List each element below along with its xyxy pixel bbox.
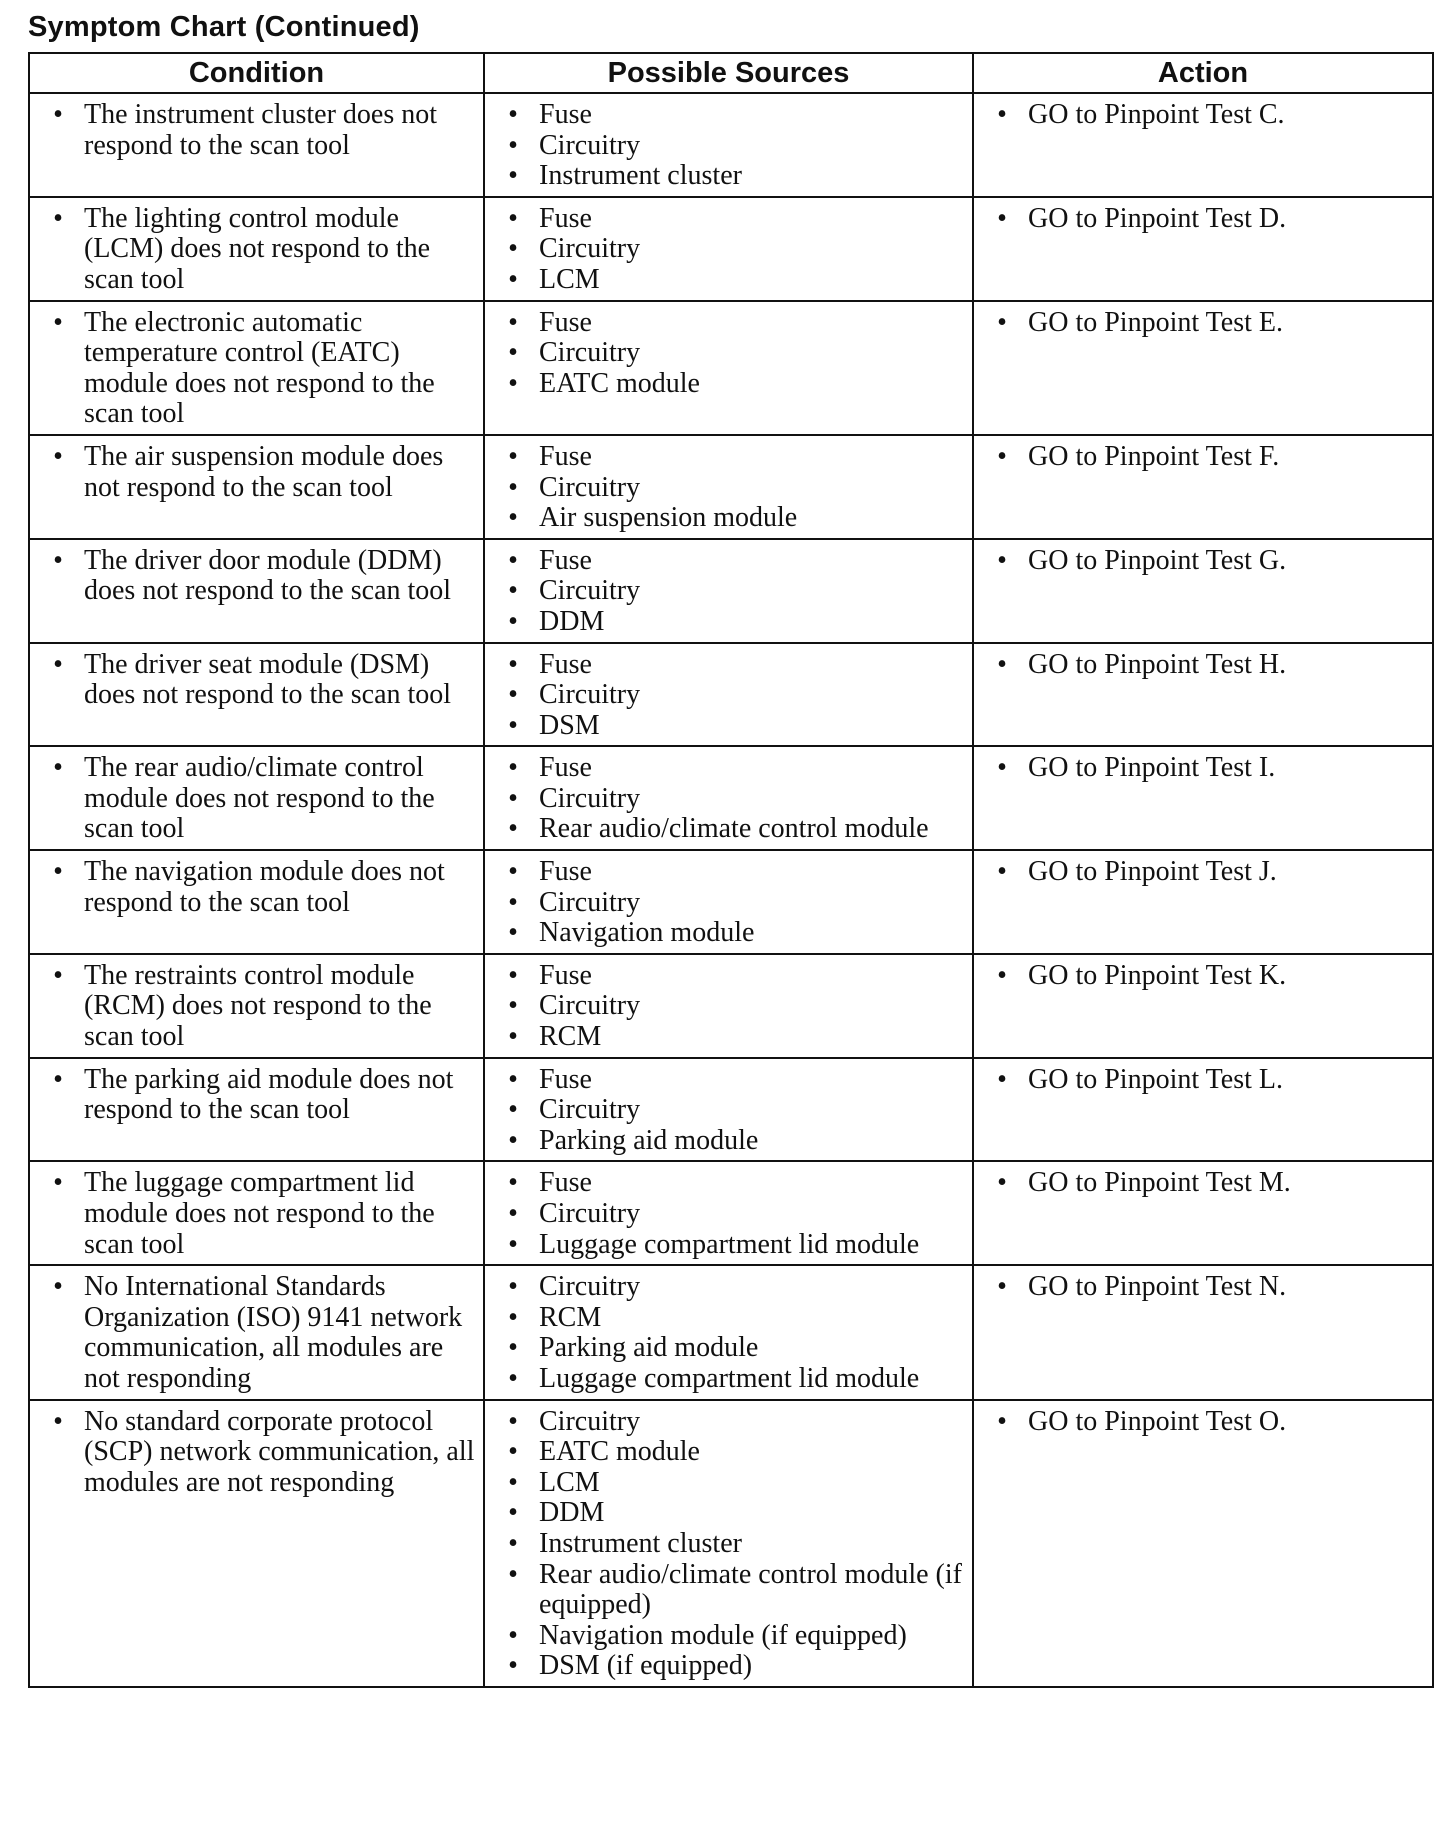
bullet-icon: • — [997, 752, 1007, 784]
action-cell — [973, 643, 1433, 747]
action-cell — [973, 1161, 1433, 1265]
condition-cell — [29, 1161, 484, 1265]
source-item-text: Luggage compartment lid module — [539, 1362, 920, 1394]
action-item-text: GO to Pinpoint Test L. — [1028, 1063, 1283, 1095]
action-item — [978, 753, 1428, 784]
source-item — [489, 1529, 968, 1560]
action-cell — [973, 1058, 1433, 1162]
bullet-icon: • — [508, 648, 518, 680]
bullet-icon: • — [508, 544, 518, 576]
bullet-icon: • — [997, 99, 1007, 130]
bullet-icon: • — [997, 544, 1007, 576]
bullet-icon: • — [508, 1558, 518, 1590]
bullet-icon: • — [508, 782, 518, 814]
bullet-icon: • — [53, 1167, 63, 1199]
bullet-icon: • — [997, 306, 1007, 338]
condition-cell — [29, 746, 484, 850]
condition-item-text: The restraints control module (RCM) does not respond to the scan tool — [84, 959, 432, 1053]
source-item-text: Circuitry — [539, 1271, 641, 1303]
table-row — [29, 643, 1433, 747]
action-item — [978, 1272, 1428, 1303]
action-cell — [973, 93, 1433, 197]
possible-sources-cell — [484, 1161, 973, 1265]
bullet-icon: • — [53, 1405, 63, 1437]
header-possible-sources: Possible Sources — [484, 53, 973, 93]
source-item-text: Circuitry — [539, 129, 641, 161]
bullet-icon: • — [508, 263, 518, 295]
condition-item-text: The navigation module does not respond to the scan tool — [84, 856, 445, 918]
source-item — [489, 1095, 968, 1126]
source-item — [489, 961, 968, 992]
bullet-icon: • — [508, 959, 518, 991]
condition-cell — [29, 1400, 484, 1687]
bullet-icon: • — [508, 1271, 518, 1303]
source-item-text: Circuitry — [539, 575, 641, 607]
source-item — [489, 1498, 968, 1529]
action-item — [978, 546, 1428, 577]
source-item-text: EATC module — [539, 1436, 700, 1468]
bullet-icon: • — [508, 813, 518, 845]
condition-cell — [29, 539, 484, 643]
table-row — [29, 746, 1433, 850]
possible-sources-cell — [484, 1265, 973, 1399]
source-item-text: Fuse — [539, 1167, 592, 1199]
source-item — [489, 161, 968, 192]
source-item-text: Circuitry — [539, 679, 641, 711]
source-item-text: Instrument cluster — [539, 160, 742, 192]
source-item-text: EATC module — [539, 367, 700, 399]
source-item — [489, 650, 968, 681]
condition-item — [34, 961, 479, 1053]
bullet-icon: • — [997, 959, 1007, 991]
condition-item — [34, 753, 479, 845]
source-item-text: Fuse — [539, 306, 592, 338]
condition-cell — [29, 954, 484, 1058]
source-item — [489, 265, 968, 296]
action-item — [978, 857, 1428, 888]
table-row — [29, 1058, 1433, 1162]
source-item — [489, 711, 968, 742]
source-item-text: Circuitry — [539, 782, 641, 814]
bullet-icon: • — [508, 1362, 518, 1394]
source-item — [489, 442, 968, 473]
source-item — [489, 308, 968, 339]
bullet-icon: • — [508, 471, 518, 503]
action-item — [978, 1065, 1428, 1096]
source-item — [489, 1065, 968, 1096]
source-item-text: DDM — [539, 1497, 605, 1529]
source-item-text: Rear audio/climate control module (if equipped) — [539, 1558, 962, 1621]
bullet-icon: • — [508, 1021, 518, 1053]
condition-item-text: The luggage compartment lid module does not respond to the scan tool — [84, 1167, 435, 1260]
possible-sources-cell — [484, 539, 973, 643]
source-item-text: DDM — [539, 605, 605, 637]
action-cell — [973, 746, 1433, 850]
bullet-icon: • — [997, 202, 1007, 234]
condition-cell — [29, 1265, 484, 1399]
table-row — [29, 197, 1433, 301]
bullet-icon: • — [508, 202, 518, 234]
source-item-text: Fuse — [539, 202, 592, 234]
condition-item-text: The lighting control module (LCM) does not respond to the scan tool — [84, 202, 431, 295]
condition-cell — [29, 197, 484, 301]
source-item-text: RCM — [539, 1301, 602, 1333]
source-item — [489, 1407, 968, 1438]
bullet-icon: • — [508, 1405, 518, 1437]
action-cell — [973, 1265, 1433, 1399]
condition-item — [34, 308, 479, 430]
bullet-icon: • — [508, 752, 518, 784]
bullet-icon: • — [508, 1619, 518, 1651]
source-item-text: Navigation module — [539, 917, 755, 949]
symptom-chart-page — [28, 10, 1432, 1688]
source-item-text: Fuse — [539, 959, 592, 991]
bullet-icon: • — [508, 1124, 518, 1156]
header-condition: Condition — [29, 53, 484, 93]
bullet-icon: • — [508, 1063, 518, 1095]
source-item-text: Circuitry — [539, 471, 641, 503]
action-item-text: GO to Pinpoint Test H. — [1028, 648, 1287, 680]
bullet-icon: • — [53, 544, 63, 576]
condition-item-text: The air suspension module does not respond to the scan tool — [84, 440, 444, 503]
bullet-icon: • — [508, 1167, 518, 1199]
table-row — [29, 954, 1433, 1058]
source-item-text: Circuitry — [539, 233, 641, 265]
condition-item — [34, 1065, 479, 1126]
source-item — [489, 1333, 968, 1364]
bullet-icon: • — [53, 648, 63, 680]
condition-item — [34, 1168, 479, 1260]
action-cell — [973, 301, 1433, 435]
condition-item — [34, 442, 479, 503]
source-item — [489, 680, 968, 711]
condition-cell — [29, 301, 484, 435]
bullet-icon: • — [997, 856, 1007, 888]
source-item — [489, 100, 968, 131]
bullet-icon: • — [53, 752, 63, 784]
action-item — [978, 1407, 1428, 1438]
bullet-icon: • — [53, 306, 63, 338]
header-action: Action — [973, 53, 1433, 93]
source-item-text: Fuse — [539, 856, 592, 888]
bullet-icon: • — [997, 1271, 1007, 1303]
source-item-text: Circuitry — [539, 1094, 641, 1126]
source-item — [489, 204, 968, 235]
bullet-icon: • — [997, 1063, 1007, 1095]
source-item — [489, 607, 968, 638]
chart-title: Symptom Chart (Continued) — [28, 11, 420, 43]
condition-item-text: The driver seat module (DSM) does not respond to the scan tool — [84, 648, 452, 711]
action-cell — [973, 435, 1433, 539]
table-row — [29, 301, 1433, 435]
table-row — [29, 1265, 1433, 1399]
action-item-text: GO to Pinpoint Test D. — [1028, 202, 1287, 234]
source-item — [489, 1126, 968, 1157]
table-body — [29, 93, 1433, 1687]
bullet-icon: • — [508, 233, 518, 265]
action-item-text: GO to Pinpoint Test F. — [1028, 440, 1280, 472]
source-item — [489, 1230, 968, 1261]
bullet-icon: • — [508, 502, 518, 534]
action-item-text: GO to Pinpoint Test C. — [1028, 99, 1285, 130]
header-row — [29, 53, 1433, 93]
source-item — [489, 473, 968, 504]
action-item-text: GO to Pinpoint Test K. — [1028, 959, 1287, 991]
bullet-icon: • — [508, 1527, 518, 1559]
condition-item — [34, 204, 479, 296]
bullet-icon: • — [508, 605, 518, 637]
condition-item-text: No International Standards Organization (ISO) 9141 network communication, all modules are not responding — [84, 1271, 463, 1394]
table-row — [29, 1400, 1433, 1687]
action-cell — [973, 1400, 1433, 1687]
condition-item-text: The instrument cluster does not respond to the scan tool — [84, 99, 438, 161]
source-item-text: DSM — [539, 709, 600, 741]
source-item-text: Rear audio/climate control module — [539, 813, 929, 845]
bullet-icon: • — [508, 1094, 518, 1126]
source-item — [489, 753, 968, 784]
source-item — [489, 1272, 968, 1303]
bullet-icon: • — [997, 1167, 1007, 1199]
source-item-text: LCM — [539, 1466, 600, 1498]
source-item-text: Navigation module (if equipped) — [539, 1619, 907, 1651]
source-item — [489, 1199, 968, 1230]
source-item — [489, 1621, 968, 1652]
possible-sources-cell — [484, 301, 973, 435]
source-item-text: Fuse — [539, 648, 592, 680]
condition-item-text: The parking aid module does not respond to the scan tool — [84, 1063, 454, 1126]
action-item-text: GO to Pinpoint Test N. — [1028, 1271, 1287, 1303]
source-item — [489, 918, 968, 949]
source-item — [489, 1651, 968, 1682]
source-item — [489, 991, 968, 1022]
bullet-icon: • — [508, 1436, 518, 1468]
condition-item-text: The driver door module (DDM) does not respond to the scan tool — [84, 544, 452, 607]
condition-item-text: No standard corporate protocol (SCP) network communication, all modules are not responding — [84, 1405, 475, 1498]
bullet-icon: • — [508, 990, 518, 1022]
condition-item — [34, 546, 479, 607]
action-cell — [973, 954, 1433, 1058]
bullet-icon: • — [508, 99, 518, 130]
source-item-text: Luggage compartment lid module — [539, 1228, 920, 1260]
condition-cell — [29, 643, 484, 747]
source-item-text: Fuse — [539, 1063, 592, 1095]
action-item — [978, 100, 1428, 131]
condition-item — [34, 650, 479, 711]
condition-item-text: The rear audio/climate control module does not respond to the scan tool — [84, 752, 435, 845]
action-item-text: GO to Pinpoint Test I. — [1028, 752, 1276, 784]
possible-sources-cell — [484, 1058, 973, 1162]
source-item-text: Fuse — [539, 544, 592, 576]
action-item-text: GO to Pinpoint Test M. — [1028, 1167, 1291, 1199]
condition-cell — [29, 1058, 484, 1162]
bullet-icon: • — [508, 129, 518, 161]
action-cell — [973, 850, 1433, 954]
action-item — [978, 308, 1428, 339]
source-item-text: DSM (if equipped) — [539, 1650, 753, 1682]
source-item-text: Fuse — [539, 99, 592, 130]
source-item-text: Circuitry — [539, 337, 641, 369]
bullet-icon: • — [508, 1228, 518, 1260]
action-item — [978, 650, 1428, 681]
symptom-table — [28, 52, 1434, 1688]
source-item-text: Circuitry — [539, 1405, 641, 1437]
condition-item — [34, 857, 479, 918]
bullet-icon: • — [53, 959, 63, 991]
source-item — [489, 888, 968, 919]
source-item — [489, 784, 968, 815]
possible-sources-cell — [484, 435, 973, 539]
source-item — [489, 1364, 968, 1395]
condition-item — [34, 1407, 479, 1499]
action-cell — [973, 539, 1433, 643]
possible-sources-cell — [484, 643, 973, 747]
bullet-icon: • — [508, 1301, 518, 1333]
bullet-icon: • — [508, 917, 518, 949]
source-item-text: Parking aid module — [539, 1332, 759, 1364]
source-item — [489, 1022, 968, 1053]
action-item-text: GO to Pinpoint Test G. — [1028, 544, 1287, 576]
action-cell — [973, 197, 1433, 301]
bullet-icon: • — [53, 1271, 63, 1303]
possible-sources-cell — [484, 197, 973, 301]
source-item — [489, 576, 968, 607]
bullet-icon: • — [508, 1198, 518, 1229]
bullet-icon: • — [508, 575, 518, 607]
source-item — [489, 1437, 968, 1468]
action-item — [978, 1168, 1428, 1199]
condition-cell — [29, 850, 484, 954]
action-item-text: GO to Pinpoint Test J. — [1028, 856, 1277, 888]
action-item — [978, 442, 1428, 473]
source-item — [489, 131, 968, 162]
source-item — [489, 369, 968, 400]
table-row — [29, 93, 1433, 197]
bullet-icon: • — [508, 886, 518, 918]
source-item-text: Circuitry — [539, 990, 641, 1022]
source-item — [489, 1303, 968, 1334]
bullet-icon: • — [508, 1332, 518, 1364]
source-item — [489, 814, 968, 845]
bullet-icon: • — [508, 367, 518, 399]
table-row — [29, 1161, 1433, 1265]
bullet-icon: • — [508, 1466, 518, 1498]
bullet-icon: • — [53, 99, 63, 130]
possible-sources-cell — [484, 954, 973, 1058]
condition-item — [34, 1272, 479, 1394]
bullet-icon: • — [997, 648, 1007, 680]
bullet-icon: • — [508, 440, 518, 472]
bullet-icon: • — [53, 1063, 63, 1095]
bullet-icon: • — [53, 856, 63, 888]
source-item-text: Circuitry — [539, 1198, 641, 1229]
bullet-icon: • — [53, 202, 63, 234]
bullet-icon: • — [53, 440, 63, 472]
bullet-icon: • — [508, 337, 518, 369]
source-item-text: Instrument cluster — [539, 1527, 742, 1559]
bullet-icon: • — [508, 1650, 518, 1682]
condition-cell — [29, 93, 484, 197]
condition-item-text: The electronic automatic temperature control (EATC) module does not respond to the scan tool — [84, 306, 435, 430]
source-item-text: RCM — [539, 1021, 602, 1053]
source-item-text: Fuse — [539, 440, 592, 472]
bullet-icon: • — [997, 440, 1007, 472]
source-item — [489, 503, 968, 534]
bullet-icon: • — [508, 856, 518, 888]
action-item — [978, 961, 1428, 992]
source-item — [489, 1468, 968, 1499]
source-item-text: Circuitry — [539, 886, 641, 918]
possible-sources-cell — [484, 1400, 973, 1687]
source-item-text: Fuse — [539, 752, 592, 784]
bullet-icon: • — [508, 160, 518, 192]
bullet-icon: • — [508, 1497, 518, 1529]
source-item — [489, 857, 968, 888]
bullet-icon: • — [997, 1405, 1007, 1437]
source-item-text: Parking aid module — [539, 1124, 759, 1156]
action-item-text: GO to Pinpoint Test E. — [1028, 306, 1283, 338]
bullet-icon: • — [508, 679, 518, 711]
table-row — [29, 850, 1433, 954]
source-item-text: LCM — [539, 263, 600, 295]
possible-sources-cell — [484, 93, 973, 197]
source-item-text: Air suspension module — [539, 502, 798, 534]
bullet-icon: • — [508, 306, 518, 338]
action-item — [978, 204, 1428, 235]
possible-sources-cell — [484, 746, 973, 850]
bullet-icon: • — [508, 709, 518, 741]
condition-cell — [29, 435, 484, 539]
source-item — [489, 338, 968, 369]
source-item — [489, 1560, 968, 1621]
source-item — [489, 546, 968, 577]
possible-sources-cell — [484, 850, 973, 954]
condition-item — [34, 100, 479, 161]
action-item-text: GO to Pinpoint Test O. — [1028, 1405, 1287, 1437]
source-item — [489, 234, 968, 265]
source-item — [489, 1168, 968, 1199]
table-row — [29, 539, 1433, 643]
table-row — [29, 435, 1433, 539]
